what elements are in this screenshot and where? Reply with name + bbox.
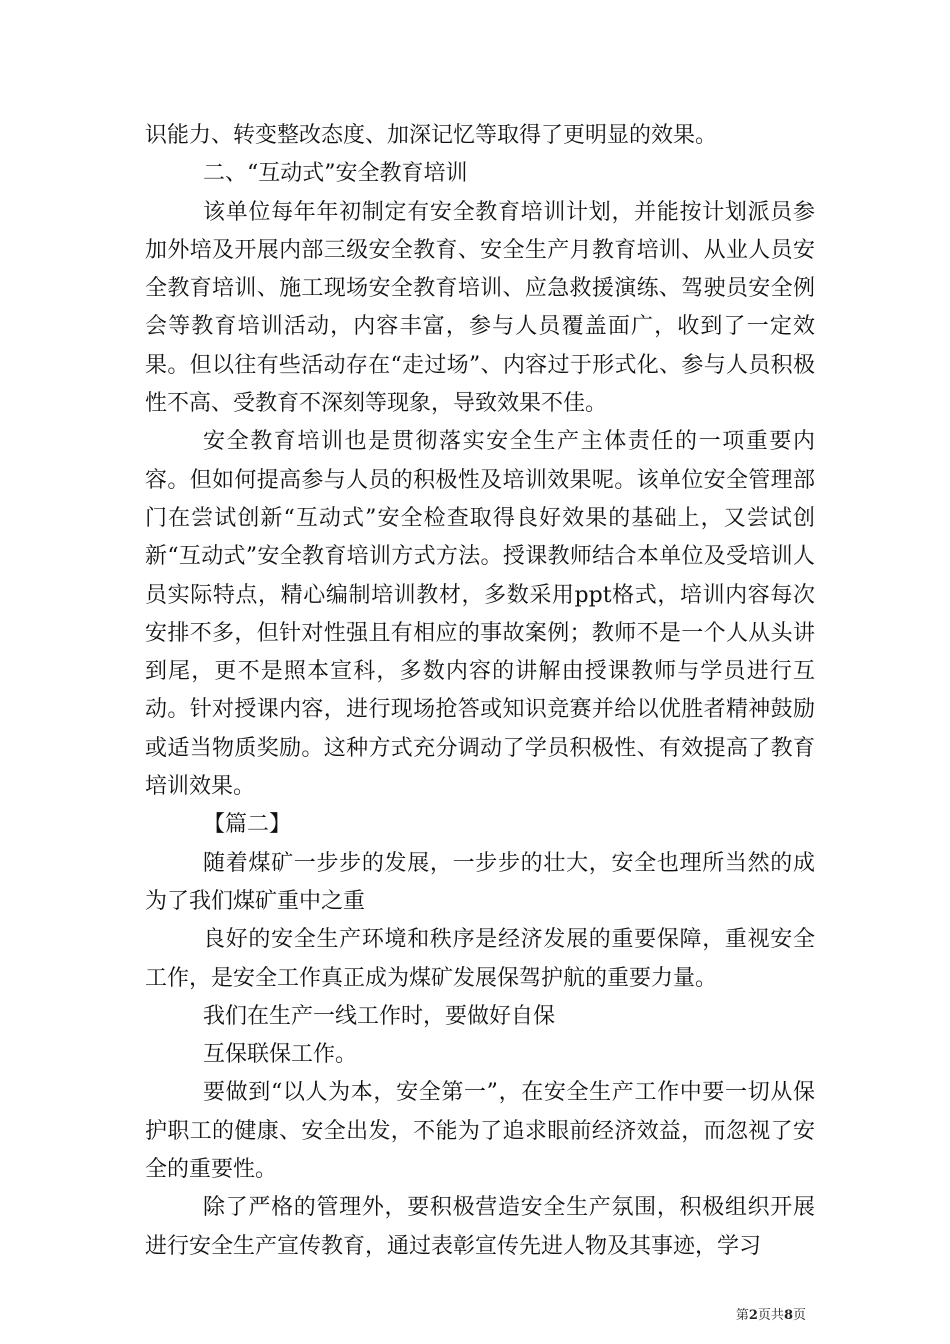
footer-prefix: 第 (735, 1308, 749, 1323)
footer-middle: 页共 (757, 1308, 784, 1323)
page-number-footer (560, 1304, 806, 1323)
paragraph-6: 随着煤矿一步步的发展，一步步的壮大，安全也理所当然的成为了我们煤矿重中之重 (145, 850, 815, 914)
current-page-number: 2 (748, 1308, 758, 1323)
paragraph-10: 要做到“以人为本，安全第一”，在安全生产工作中要一切从保护职工的健康、安全出发，不能为了追求眼前经济效益，而忽视了安全的重要性。 (145, 1080, 815, 1183)
paragraph-11: 除了严格的管理外，要积极营造安全生产氛围，积极组织开展进行安全生产宣传教育，通过表彰宣传先进人物及其事迹，学习 (145, 1195, 815, 1259)
section-heading: 二、“互动式”安全教育培训 (203, 161, 468, 187)
paragraph-4: 安全教育培训也是贯彻落实安全生产主体责任的一项重要内容。但如何提高参与人员的积极性及培训效果呢。该单位安全管理部门在尝试创新“互动式”安全检查取得良好效果的基础上，又尝试创新“互动式”安全教育培训方式方法。授课教师结合本单位及受培训人员实际特点，精心编制培训教材，多数采用ppt格式，培训内容每次安排不多，但针对性强且有相应的事故案例；教师不是一个人从头讲到尾，更不是照本宣科，多数内容的讲解由授课教师与学员进行互动。针对授课内容，进行现场抢答或知识竞赛并给以优胜者精神鼓励或适当物质奖励。这种方式充分调动了学员积极性、有效提高了教育培训效果。 (145, 429, 815, 800)
paragraph-1: 识能力、转变整改态度、加深记忆等取得了更明显的效果。 (145, 123, 718, 148)
paragraph-3: 该单位每年年初制定有安全教育培训计划，并能按计划派员参加外培及开展内部三级安全教育、安全生产月教育培训、从业人员安全教育培训、施工现场安全教育培训、应急救援演练、驾驶员安全例会等教育培训活动，内容丰富，参与人员覆盖面广，收到了一定效果。但以往有些活动存在“走过场”、内容过于形式化、参与人员积极性不高、受教育不深刻等现象，导致效果不佳。 (145, 199, 815, 417)
document-body (145, 117, 815, 1266)
paragraph-9: 互保联保工作。 (203, 1042, 358, 1068)
footer-suffix: 页 (792, 1308, 806, 1323)
chapter-heading: 【篇二】 (203, 812, 292, 838)
paragraph-7: 良好的安全生产环境和秩序是经济发展的重要保障，重视安全工作，是安全工作真正成为煤矿发展保驾护航的重要力量。 (145, 927, 815, 991)
paragraph-8: 我们在生产一线工作时，要做好自保 (203, 1003, 556, 1029)
total-pages-number: 8 (783, 1308, 793, 1323)
